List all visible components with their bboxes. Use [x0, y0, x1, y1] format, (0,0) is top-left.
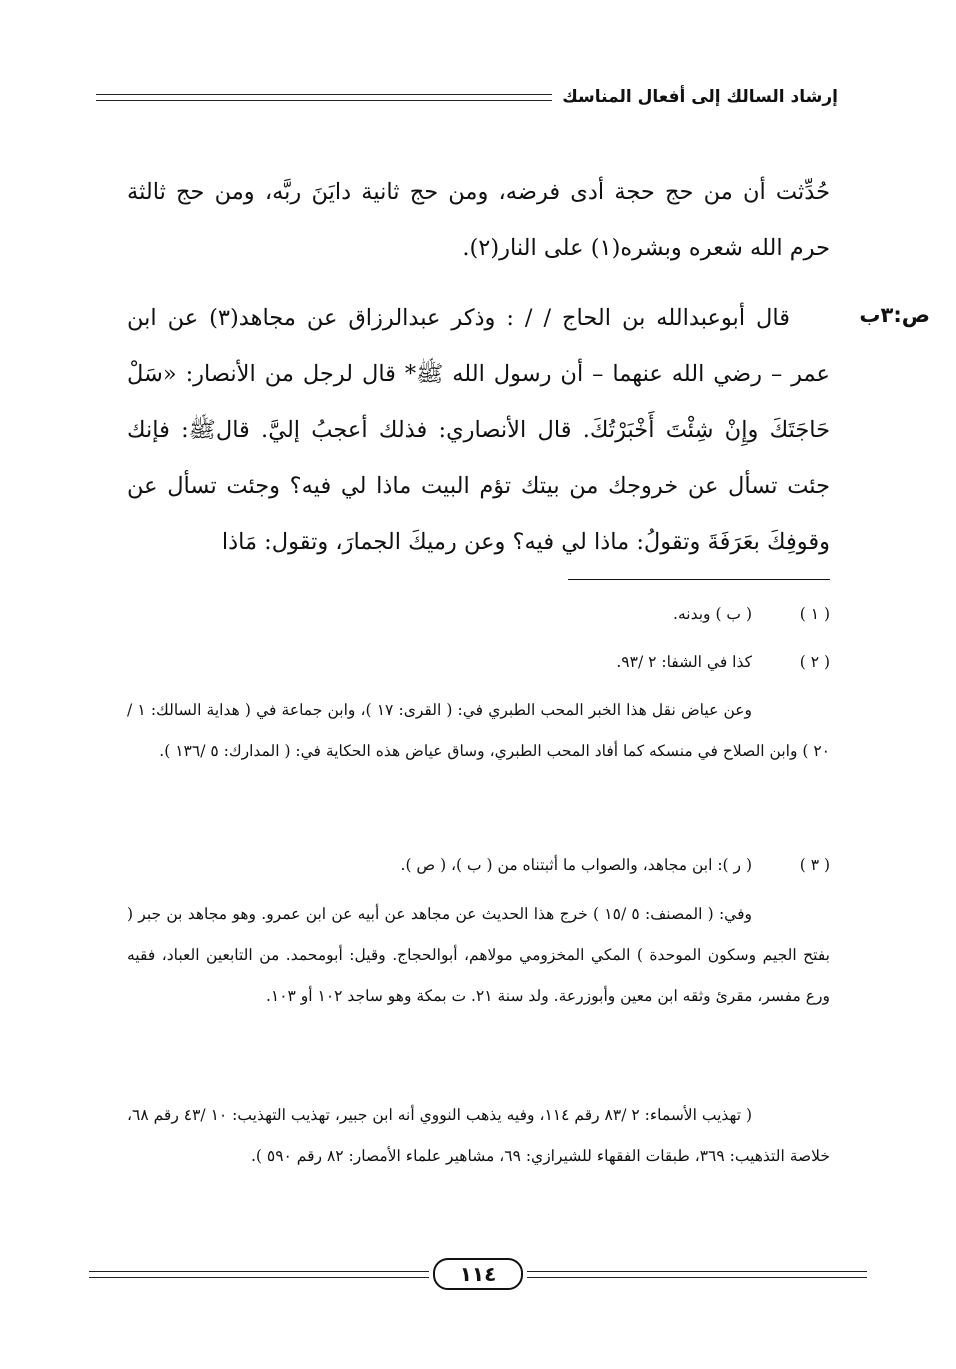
footnote-text: ( تهذيب الأسماء: ٢ /٨٣ رقم ١١٤، وفيه يذهب النووي أنه ابن جبير، تهذيب التهذيب: ١٠ /٤٣ رقم ٦٨، خلاصة التذهيب: ٣٦٩، طبقات الفقهاء للشيرازي: ٦٩، مشاهير علماء الأمصار: ٨٢ رقم ٥٩٠ ). [127, 1106, 830, 1165]
footer-rule-left [89, 1271, 429, 1278]
page-footer [89, 1259, 867, 1289]
footnote-text: وفي: ( المصنف: ٥ /١٥ ) خرج هذا الحديث عن مجاهد عن أبيه عن ابن عمرو. وهو مجاهد بن جبر ( بفتح الجيم وسكون الموحدة ) المكي المخزومي مولاهم، أبوالحجاج. وقيل: أبومحمد. من التابعين العباد، فقيه ورع مفسر، مقرئ وثقه ابن معين وأبوزرعة. ولد سنة ٢١. ت بمكة وهو ساجد ١٠٢ أو ١٠٣. [127, 905, 830, 1005]
header-rule [96, 94, 552, 101]
footnote-3-continuation [127, 894, 830, 1017]
footnote-text: ( ب ) وبدنه. [673, 605, 752, 623]
manuscript-page-marker: ص:٣ب [859, 303, 930, 327]
footnote-2 [127, 642, 830, 683]
page-number: ١١٤ [433, 1258, 523, 1290]
paragraph-2: قال أبوعبدالله بن الحاج / / : وذكر عبدالرزاق عن مجاهد(٣) عن ابن عمر – رضي الله عنهما – أن رسول الله ﷺ* قال لرجل من الأنصار: «سَلْ حَاجَتَكَ وإِنْ شِئْتَ أَخْبَرْتُكَ. قال الأنصاري: فذلك أعجبُ إليَّ. قالﷺ: فإنك جئت تسأل عن خروجك من بيتك تؤم البيت ماذا لي فيه؟ وجئت تسأل عن وقوفِكَ بعَرَفَةَ وتقولُ: ماذا لي فيه؟ وعن رميكَ الجمارَ، وتقول: مَاذا [127, 305, 830, 555]
running-header [96, 84, 838, 110]
footnote-2-continuation [127, 690, 830, 772]
footnote-number: ( ٣ ) [799, 856, 830, 874]
footer-rule-right [527, 1271, 867, 1278]
footnote-number: ( ٢ ) [799, 653, 830, 671]
footnote-text: كذا في الشفا: ٢ /٩٣. [616, 653, 752, 671]
footnote-text: ( ر ): ابن مجاهد، والصواب ما أثبتناه من ( ب )، ( ص ). [400, 856, 752, 874]
footnote-3-references [127, 1095, 830, 1177]
paragraph-1: حُدِّثت أن من حج حجة أدى فرضه، ومن حج ثانية دايَنَ ربَّه، ومن حج ثالثة حرم الله شعره وبشره(١) على النار(٢). [127, 179, 830, 261]
footnote-separator [568, 579, 830, 580]
footnote-number: ( ١ ) [799, 605, 830, 623]
footnote-text: وعن عياض نقل هذا الخبر المحب الطبري في: ( القرى: ١٧ )، وابن جماعة في ( هداية السالك: ١ / ٢٠ ) وابن الصلاح في منسكه كما أفاد المحب الطبري، وساق عياض هذه الحكاية في: ( المدارك: ٥ /١٣٦ ). [127, 701, 830, 760]
footnote-1 [127, 594, 830, 635]
book-title: إرشاد السالك إلى أفعال المناسك [562, 87, 838, 107]
footnote-3 [127, 845, 830, 886]
